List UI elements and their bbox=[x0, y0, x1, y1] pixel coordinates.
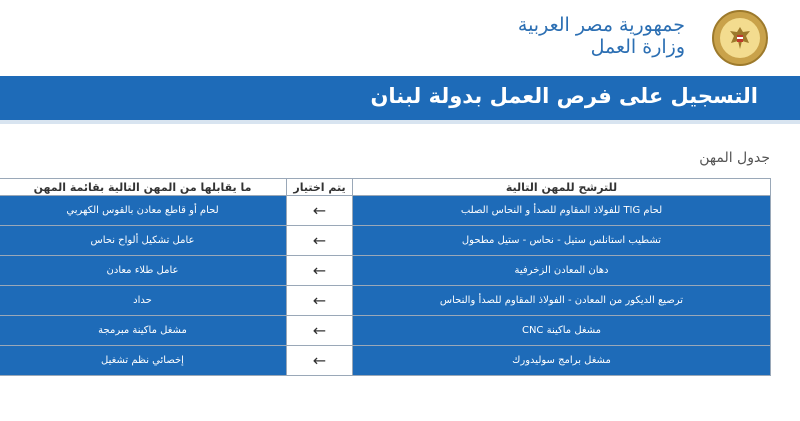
table-row bbox=[0, 286, 771, 316]
ministry-name bbox=[518, 14, 685, 58]
matching-job-cell: عامل طلاء معادن bbox=[0, 256, 287, 286]
arrow-icon: ← bbox=[287, 196, 353, 226]
arrow-icon: ← bbox=[287, 286, 353, 316]
matching-job-cell: حداد bbox=[0, 286, 287, 316]
table-row bbox=[0, 226, 771, 256]
country-name: جمهورية مصر العربية bbox=[517, 14, 685, 36]
target-job-cell: ترصيع الديكور من المعادن - الفولاذ المقاوم للصدأ والنحاس bbox=[353, 286, 771, 316]
table-row bbox=[0, 316, 771, 346]
matching-job-cell: إخصائي نظم تشغيل bbox=[0, 346, 287, 376]
egypt-eagle-emblem-icon bbox=[712, 10, 768, 66]
column-header-matching-job: ما يقابلها من المهن التالية بقائمة المهن bbox=[0, 179, 287, 196]
page-header bbox=[0, 0, 800, 76]
careers-table bbox=[0, 178, 771, 376]
table-row bbox=[0, 346, 771, 376]
page-title: التسجيل على فرص العمل بدولة لبنان bbox=[370, 84, 758, 108]
arrow-icon: ← bbox=[287, 346, 353, 376]
arrow-icon: ← bbox=[287, 256, 353, 286]
column-header-choose: يتم اختيار bbox=[287, 179, 353, 196]
target-job-cell: مشغل برامج سوليدورك bbox=[353, 346, 771, 376]
arrow-icon: ← bbox=[287, 316, 353, 346]
target-job-cell: مشغل ماكينة CNC bbox=[353, 316, 771, 346]
target-job-cell: لحام TIG للفولاذ المقاوم للصدأ و النحاس الصلب bbox=[353, 196, 771, 226]
matching-job-cell: لحام أو قاطع معادن بالقوس الكهربي bbox=[0, 196, 287, 226]
target-job-cell: تشطيب استانلس ستيل - نحاس - ستيل مطحول bbox=[353, 226, 771, 256]
table-row bbox=[0, 196, 771, 226]
ministry-label: وزارة العمل bbox=[590, 36, 685, 58]
column-header-target-job: للترشح للمهن التالية bbox=[353, 179, 771, 196]
matching-job-cell: عامل تشكيل ألواح نحاس bbox=[0, 226, 287, 256]
table-header-row bbox=[0, 179, 771, 196]
target-job-cell: دهان المعادن الزخرفية bbox=[353, 256, 771, 286]
section-title: جدول المهن bbox=[699, 150, 770, 166]
matching-job-cell: مشغل ماكينة مبرمجة bbox=[0, 316, 287, 346]
title-banner bbox=[0, 76, 800, 124]
arrow-icon: ← bbox=[287, 226, 353, 256]
table-row bbox=[0, 256, 771, 286]
